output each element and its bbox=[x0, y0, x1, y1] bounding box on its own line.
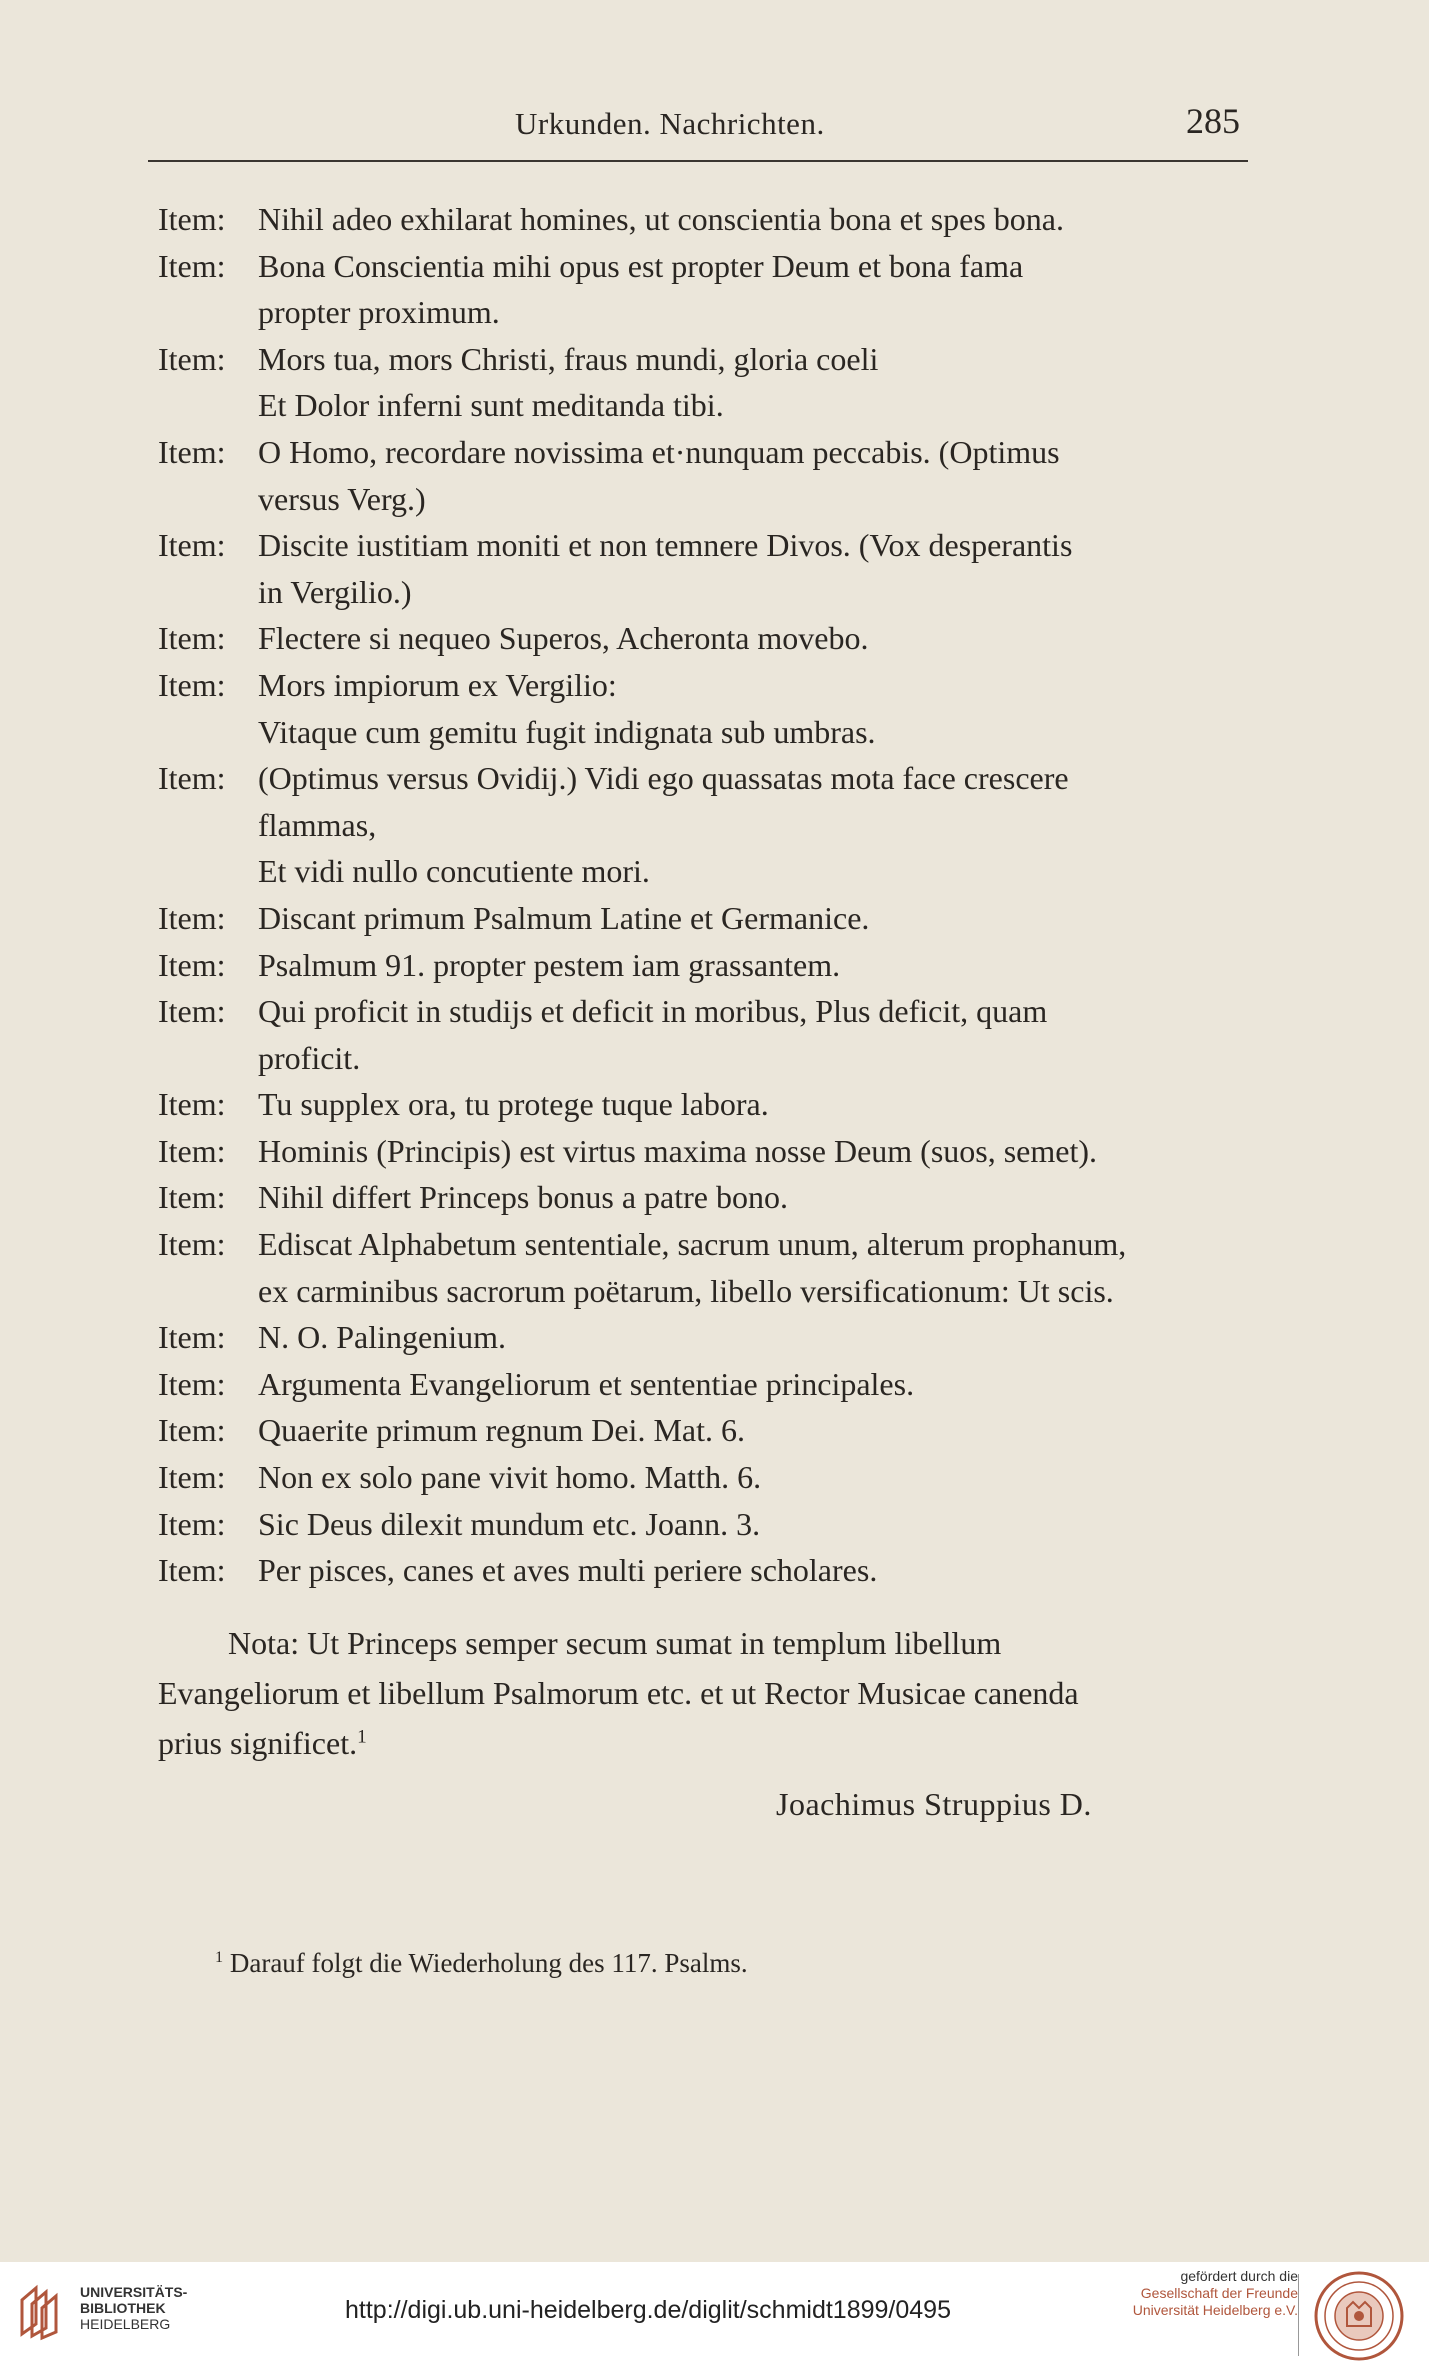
item-text-line: N. O. Palingenium. bbox=[258, 1319, 506, 1356]
item-text-line: (Optimus versus Ovidij.) Vidi ego quassatas mota face crescere bbox=[258, 760, 1069, 797]
item-text-line: in Vergilio.) bbox=[258, 573, 412, 610]
item-text-line: ex carminibus sacrorum poëtarum, libello versificationum: Ut scis. bbox=[258, 1272, 1114, 1309]
item-text-line: Mors tua, mors Christi, fraus mundi, gloria coeli bbox=[258, 340, 879, 377]
item-text bbox=[258, 243, 1248, 336]
item-text bbox=[258, 942, 1248, 989]
item-label: Item: bbox=[158, 1412, 226, 1449]
item-label: Item: bbox=[158, 433, 226, 470]
item-text-line: Et Dolor inferni sunt meditanda tibi. bbox=[258, 387, 724, 424]
footer-bar bbox=[0, 2262, 1429, 2366]
item-entry bbox=[158, 1081, 1248, 1128]
item-text-line: Et vidi nullo concutiente mori. bbox=[258, 853, 650, 890]
item-text-line: flammas, bbox=[258, 806, 377, 843]
item-label: Item: bbox=[158, 247, 226, 284]
item-entry bbox=[158, 1174, 1248, 1221]
item-label: Item: bbox=[158, 1226, 226, 1263]
item-text bbox=[258, 1221, 1248, 1314]
item-text-line: Discite iustitiam moniti et non temnere Divos. (Vox desperantis bbox=[258, 527, 1073, 564]
item-text-line: propter proximum. bbox=[258, 294, 500, 331]
footnote-text: Darauf folgt die Wiederholung des 117. Psalms. bbox=[229, 1948, 748, 1978]
item-text-line: Ediscat Alphabetum sententiale, sacrum unum, alterum prophanum, bbox=[258, 1226, 1127, 1263]
item-label: Item: bbox=[158, 899, 226, 936]
item-text bbox=[258, 662, 1248, 755]
item-entry bbox=[158, 1407, 1248, 1454]
item-text-line: Non ex solo pane vivit homo. Matth. 6. bbox=[258, 1459, 762, 1496]
nota-line: Evangeliorum et libellum Psalmorum etc. et ut Rector Musicae canenda bbox=[158, 1675, 1079, 1711]
item-text bbox=[258, 1174, 1248, 1221]
library-name: UNIVERSITÄTS- BIBLIOTHEK HEIDELBERG bbox=[80, 2284, 188, 2332]
item-entry bbox=[158, 243, 1248, 336]
nota-line bbox=[158, 1718, 1248, 1768]
item-text bbox=[258, 1314, 1248, 1361]
item-entry bbox=[158, 429, 1248, 522]
item-text-line: Vitaque cum gemitu fugit indignata sub umbras. bbox=[258, 713, 876, 750]
item-entry bbox=[158, 615, 1248, 662]
item-entry bbox=[158, 942, 1248, 989]
item-entry bbox=[158, 1454, 1248, 1501]
item-entry bbox=[158, 1314, 1248, 1361]
item-label: Item: bbox=[158, 1179, 226, 1216]
item-label: Item: bbox=[158, 993, 226, 1030]
item-text-line: Mors impiorum ex Vergilio: bbox=[258, 666, 617, 703]
footnote-reference: 1 bbox=[357, 1726, 367, 1748]
item-label: Item: bbox=[158, 946, 226, 983]
item-label: Item: bbox=[158, 1365, 226, 1402]
item-entry bbox=[158, 755, 1248, 895]
item-text bbox=[258, 1454, 1248, 1501]
item-text-line: Nihil adeo exhilarat homines, ut conscientia bona et spes bona. bbox=[258, 201, 1064, 237]
item-text-line: Sic Deus dilexit mundum etc. Joann. 3. bbox=[258, 1505, 761, 1542]
ub-heidelberg-logo-icon bbox=[14, 2280, 74, 2342]
item-label: Item: bbox=[158, 666, 226, 703]
item-text bbox=[258, 522, 1248, 615]
item-text-line: proficit. bbox=[258, 1039, 361, 1076]
nota-line-text: prius significet. bbox=[158, 1725, 358, 1761]
item-text bbox=[258, 895, 1248, 942]
university-seal-icon bbox=[1313, 2270, 1405, 2362]
permalink-url[interactable]: http://digi.ub.uni-heidelberg.de/diglit/schmidt1899/0495 bbox=[345, 2296, 951, 2324]
page-number: 285 bbox=[1186, 101, 1240, 141]
item-text-line: Per pisces, canes et aves multi periere scholares. bbox=[258, 1552, 878, 1589]
item-text bbox=[258, 1547, 1248, 1594]
running-title: Urkunden. Nachrichten. bbox=[515, 106, 825, 141]
item-text-line: Discant primum Psalmum Latine et Germanice. bbox=[258, 899, 870, 936]
item-label: Item: bbox=[158, 340, 226, 377]
item-text bbox=[258, 755, 1248, 895]
item-entry bbox=[158, 1128, 1248, 1175]
item-entry bbox=[158, 662, 1248, 755]
item-text-line: Argumenta Evangeliorum et sententiae principales. bbox=[258, 1365, 915, 1402]
item-entry bbox=[158, 1361, 1248, 1408]
item-text bbox=[258, 336, 1248, 429]
nota-line: Nota: Ut Princeps semper secum sumat in templum libellum bbox=[228, 1625, 1002, 1661]
item-label: Item: bbox=[158, 201, 226, 237]
item-text bbox=[258, 196, 1248, 243]
item-entry bbox=[158, 196, 1248, 243]
item-entry bbox=[158, 1547, 1248, 1594]
item-text-line: Nihil differt Princeps bonus a patre bono. bbox=[258, 1179, 788, 1216]
divider bbox=[1298, 2274, 1299, 2356]
item-text-line: versus Verg.) bbox=[258, 480, 426, 517]
item-label: Item: bbox=[158, 620, 226, 657]
item-label: Item: bbox=[158, 760, 226, 797]
item-text-line: O Homo, recordare novissima et·nunquam peccabis. (Optimus bbox=[258, 433, 1060, 470]
item-label: Item: bbox=[158, 1459, 226, 1496]
nota-paragraph bbox=[158, 1618, 1248, 1768]
item-label: Item: bbox=[158, 1505, 226, 1542]
item-entry bbox=[158, 1501, 1248, 1548]
item-text bbox=[258, 1128, 1248, 1175]
sponsor-credit: gefördert durch die Gesellschaft der Freunde Universität Heidelberg e.V. bbox=[1132, 2268, 1298, 2318]
item-text-line: Psalmum 91. propter pestem iam grassantem. bbox=[258, 946, 841, 983]
item-text-line: Tu supplex ora, tu protege tuque labora. bbox=[258, 1086, 769, 1123]
header-rule bbox=[148, 160, 1248, 162]
item-entry bbox=[158, 895, 1248, 942]
item-text bbox=[258, 1501, 1248, 1548]
item-text-line: Hominis (Principis) est virtus maxima nosse Deum (suos, semet). bbox=[258, 1132, 1098, 1169]
item-text bbox=[258, 988, 1248, 1081]
item-label: Item: bbox=[158, 1132, 226, 1169]
item-text bbox=[258, 429, 1248, 522]
item-label: Item: bbox=[158, 1319, 226, 1356]
item-text bbox=[258, 1361, 1248, 1408]
item-entry bbox=[158, 1221, 1248, 1314]
item-list bbox=[158, 196, 1248, 1594]
item-entry bbox=[158, 522, 1248, 615]
item-text bbox=[258, 615, 1248, 662]
item-label: Item: bbox=[158, 1086, 226, 1123]
item-entry bbox=[158, 336, 1248, 429]
item-text bbox=[258, 1407, 1248, 1454]
footnote bbox=[215, 1948, 748, 1979]
item-text-line: Bona Conscientia mihi opus est propter Deum et bona fama bbox=[258, 247, 1024, 284]
item-text-line: Flectere si nequeo Superos, Acheronta movebo. bbox=[258, 620, 869, 657]
item-label: Item: bbox=[158, 527, 226, 564]
item-text bbox=[258, 1081, 1248, 1128]
item-entry bbox=[158, 988, 1248, 1081]
item-text-line: Qui proficit in studijs et deficit in moribus, Plus deficit, quam bbox=[258, 993, 1048, 1030]
item-label: Item: bbox=[158, 1552, 226, 1589]
item-text-line: Quaerite primum regnum Dei. Mat. 6. bbox=[258, 1412, 745, 1449]
footnote-marker: 1 bbox=[215, 1948, 224, 1966]
signature: Joachimus Struppius D. bbox=[776, 1786, 1092, 1822]
